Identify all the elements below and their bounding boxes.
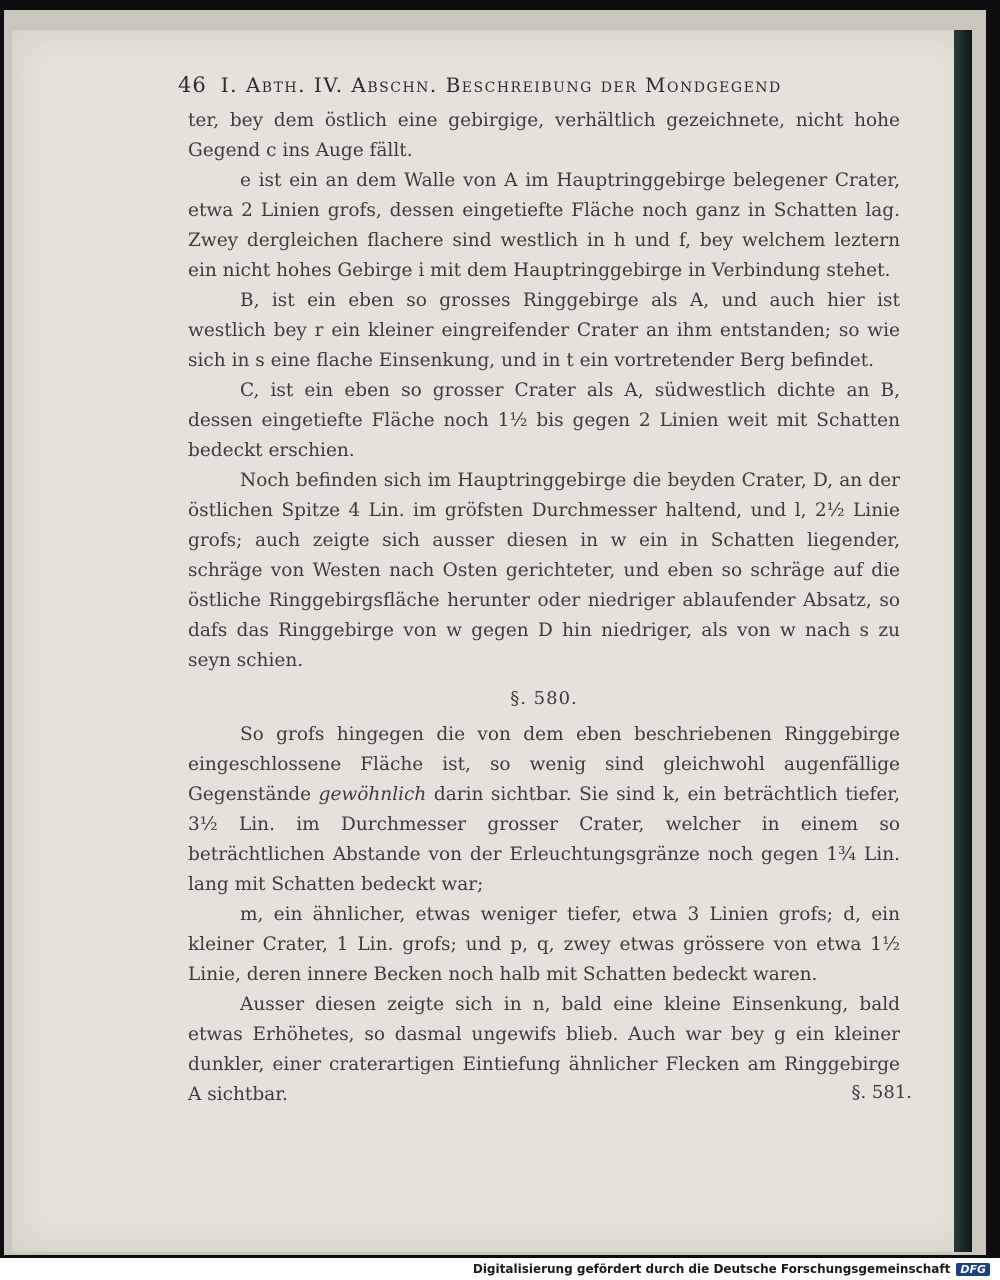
paragraph-7: m, ein ähnlicher, etwas weniger tiefer, etwa 3 Linien grofs; d, ein kleiner Crater, 1 Lin. grofs; und p, q, zwey etwas grössere von etwa 1½ Linie, deren innere Becken noch halb mit Schatten bedeckt waren.	[188, 904, 900, 985]
paragraph-2: e ist ein an dem Walle von A im Hauptringgebirge belegener Crater, etwa 2 Linien grofs, dessen eingetiefte Fläche noch ganz in Schatten lag. Zwey dergleichen flachere sind westlich in h und f, bey welchem leztern ein nicht hohes Gebirge i mit dem Hauptringgebirge in Verbindung stehet.	[188, 170, 900, 281]
paragraph-6-part-a: So grofs hingegen die von dem eben beschriebenen Ringgebirge eingeschlossene Fläche ist, so wenig sind gleichwohl augenfällige Gegenstände	[188, 724, 900, 805]
footer-credit: Digitalisierung gefördert durch die Deutsche Forschungsgemeinschaft	[472, 1262, 951, 1276]
paragraph-3: B, ist ein eben so grosses Ringgebirge als A, und auch hier ist westlich bey r ein kleiner eingreifender Crater an ihm entstanden; so wie sich in s eine flache Einsenkung, und in t ein vortretender Berg befindet.	[188, 290, 900, 371]
paragraph-8: Ausser diesen zeigte sich in n, bald eine kleine Einsenkung, bald etwas Erhöhetes, so dasmal ungewifs blieb. Auch war bey g ein kleiner dunkler, einer craterartigen Eintiefung ähnlicher Flecken am Ringgebirge A sichtbar.	[188, 994, 900, 1105]
paragraph-1: ter, bey dem östlich eine gebirgige, verhältlich gezeichnete, nicht hohe Gegend c ins Auge fällt.	[188, 110, 900, 161]
running-header	[178, 70, 900, 100]
emphasis-word: gewöhnlich	[318, 784, 427, 805]
running-head: I. Abth. IV. Abschn. Beschreibung der Mondgegend	[220, 73, 782, 97]
paragraph-6	[188, 720, 900, 900]
section-heading: §. 580.	[510, 688, 578, 709]
catchword: §. 581.	[851, 1082, 912, 1103]
paragraph-6-part-b: darin sichtbar. Sie sind k, ein beträchtlich tiefer, 3½ Lin. im Durchmesser grosser Crater, welcher in einem so beträchtlichen Abstande von der Erleuchtungsgränze noch gegen 1¾ Lin. lang mit Schatten bedeckt war;	[188, 784, 900, 895]
paragraph-4: C, ist ein eben so grosser Crater als A, südwestlich dichte an B, dessen eingetiefte Fläche noch 1½ bis gegen 2 Linien weit mit Schatten bedeckt erschien.	[188, 380, 900, 461]
page-number: 46	[178, 73, 207, 97]
book-spine	[954, 30, 972, 1252]
dfg-logo: DFG	[956, 1263, 990, 1276]
paragraph-5: Noch befinden sich im Hauptringgebirge die beyden Crater, D, an der östlichen Spitze 4 Lin. im gröfsten Durchmesser haltend, und l, 2½ Linie grofs; auch zeigte sich ausser diesen in w ein in Schatten liegender, schräge von Westen nach Osten gerichteter, und eben so schräge auf die östliche Ringgebirgsfläche herunter oder niedriger ablaufender Absatz, so dafs das Ringgebirge von w gegen D hin niedriger, als von w nach s zu seyn schien.	[188, 470, 900, 671]
footer-bar	[0, 1258, 1000, 1280]
page-text	[178, 70, 900, 1110]
